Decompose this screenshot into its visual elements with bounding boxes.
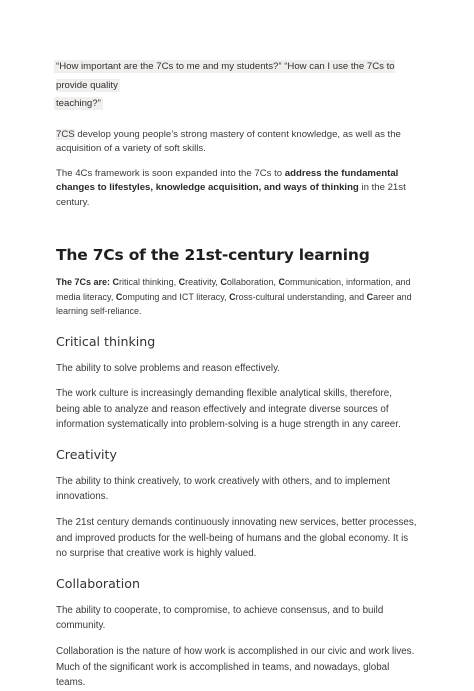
c-initial: C xyxy=(278,277,285,287)
heading-creativity: Creativity xyxy=(56,446,117,462)
c-initial: C xyxy=(115,291,123,302)
c-term: reativity, xyxy=(185,277,221,287)
c-initial: C xyxy=(178,277,186,287)
intro-paragraph-2 xyxy=(56,167,418,211)
c-initial: C xyxy=(229,291,236,302)
quote-line-2: teaching?” xyxy=(56,98,101,109)
seven-cs-list xyxy=(56,275,418,319)
intro-paragraph-2-end: in the 21st century. xyxy=(56,182,406,208)
intro-paragraph-1-text: develop young people’s strong mastery of content knowledge, as well as the acquisition of a variety of soft skills. xyxy=(56,128,401,154)
intro-paragraph-2-start: The 4Cs framework is soon expanded into the 7Cs to xyxy=(56,167,285,179)
c-term: ross-cultural understanding, and xyxy=(235,291,367,302)
c-initial: C xyxy=(366,291,374,302)
intro-paragraph-1 xyxy=(56,128,418,157)
intro-paragraph-2-bold: address the fundamental changes to lifestyles, knowledge acquisition, and ways of thinking xyxy=(56,167,399,193)
creativity-definition: The ability to think creatively, to work creatively with others, and to implement innovations. xyxy=(56,475,391,503)
document-content xyxy=(56,56,418,691)
collaboration-definition: The ability to cooperate, to compromise, to achieve consensus, and to build community. xyxy=(56,604,384,632)
c-term: ommunication, information, and media literacy, xyxy=(56,277,411,302)
heading-collaboration: Collaboration xyxy=(56,575,140,591)
c-initial: C xyxy=(112,277,120,287)
heading-critical-thinking: Critical thinking xyxy=(56,333,156,349)
creativity-body: The 21st century demands continuously innovating new services, better processes, and improved products for the well-being of humans and the global economy. It is no surprise that creative work is highly valued. xyxy=(56,517,417,560)
critical-thinking-definition: The ability to solve problems and reason effectively. xyxy=(56,362,280,374)
c-term: omputing and ICT literacy, xyxy=(122,291,230,302)
highlight-7cs: 7CS xyxy=(56,128,75,140)
quote-line-1: “How important are the 7Cs to me and my students?” “How can I use the 7Cs to provide quality xyxy=(56,61,395,91)
section-title: The 7Cs of the 21st-century learning xyxy=(56,246,370,264)
c-term: ritical thinking, xyxy=(119,277,179,287)
critical-thinking-body: The work culture is increasingly demanding flexible analytical skills, therefore, being able to analyze and reason effectively and integrate diverse sources of information systematically into problem-solving is a huge strength in any career. xyxy=(56,388,401,431)
quote-block xyxy=(56,56,418,112)
c-initial: C xyxy=(220,277,227,287)
c-term: ollaboration, xyxy=(226,277,279,287)
seven-cs-lead: The 7Cs are: xyxy=(56,277,111,287)
collaboration-body: Collaboration is the nature of how work is accomplished in our civic and work lives. Much of the significant work is accomplished in teams, and nowadays, global teams. xyxy=(56,646,415,689)
c-term: areer and learning self-reliance. xyxy=(56,291,412,316)
